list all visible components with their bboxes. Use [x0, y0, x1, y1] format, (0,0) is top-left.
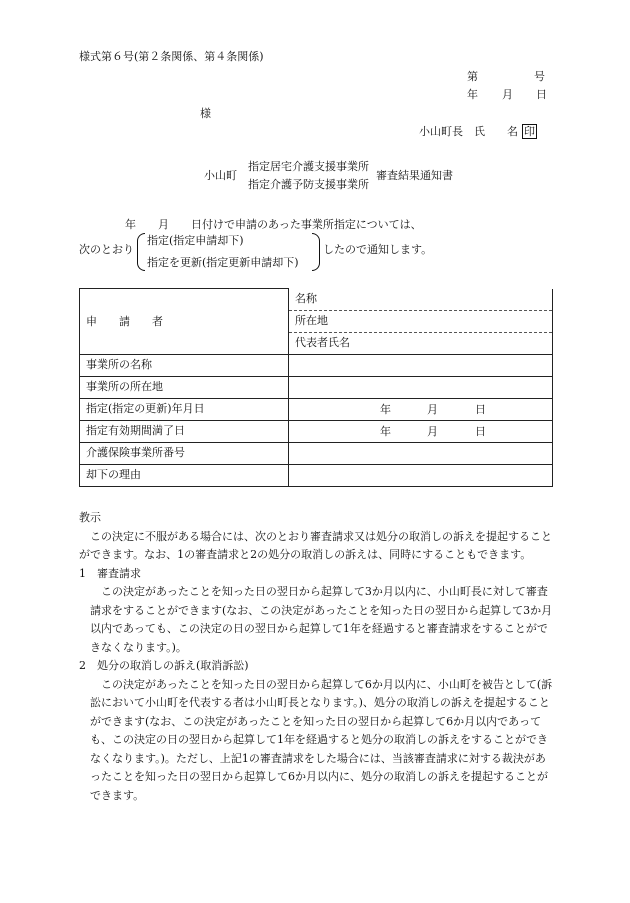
date-day: 日: [475, 402, 486, 416]
intro-suffix: したので通知します。: [323, 243, 433, 256]
row-label-rejection-reason: 却下の理由: [80, 464, 289, 486]
left-brace: [137, 233, 145, 271]
notice-intro: この決定に不服がある場合には、次のとおり審査請求又は処分の取消しの訴えを提起することができます。なお、1の審査請求と2の処分の取消しの訴えは、同時にすることもできます。: [79, 529, 552, 561]
date-month-label: 月: [502, 88, 513, 101]
notice-heading: 教示: [79, 511, 101, 524]
row-value-expiry-date: [289, 420, 553, 442]
date-day: 日: [475, 424, 486, 438]
row-value-designation-date: [289, 398, 553, 420]
number-label: 第: [467, 70, 478, 83]
title-suffix: 審査結果通知書: [376, 169, 453, 182]
seal-mark: 印: [524, 125, 535, 138]
notice-section2-body: この決定があったことを知った日の翌日から起算して6か月以内に、小山町を被告として(訴訟において小山町を代表する者は小山町長となります。)、処分の取消しの訴えを提起することができます(なお、この決定があったことを知った日の翌日から起算して6か月以内であっても、この決定の日の翌日から起算して1年を経過すると処分の取消しの訴えをすることができなくなります。)。ただし、上記1の審査請求をした場合には、当該審査請求に対する裁決があったことを知った日の翌日から起算して6か月以内に、処分の取消しの訴えを提起することができます。: [90, 677, 553, 802]
applicant-label: 申 請 者: [80, 289, 289, 355]
table-row: [80, 420, 553, 442]
applicant-row-name: [80, 289, 553, 311]
application-table: [79, 288, 553, 487]
date-month: 月: [427, 402, 438, 416]
date-month: 月: [427, 424, 438, 438]
row-value-office-address: [289, 376, 553, 398]
title-line2: 指定介護予防支援事業所: [248, 178, 369, 191]
notice-section2-title: 2 処分の取消しの訴え(取消訴訟): [79, 659, 249, 672]
row-value-provider-number: [289, 442, 553, 464]
table-row: [80, 376, 553, 398]
title-town: 小山町: [204, 169, 237, 182]
addressee-suffix: 様: [200, 107, 211, 120]
table-row: [80, 442, 553, 464]
row-value-rejection-reason: [289, 464, 553, 486]
applicant-field-representative: 代表者氏名: [289, 332, 553, 354]
row-label-office-address: 事業所の所在地: [80, 376, 289, 398]
row-label-provider-number: 介護保険事業所番号: [80, 442, 289, 464]
notice-section1-title: 1 審査請求: [79, 566, 141, 580]
date-year: 年: [380, 424, 391, 438]
intro-option2: 指定を更新(指定更新申請却下): [147, 256, 299, 269]
date-year: 年: [380, 402, 391, 416]
intro-line1: 年 月 日付けで申請のあった事業所指定については、: [125, 218, 422, 231]
number-suffix: 号: [534, 70, 545, 83]
date-year-label: 年: [467, 88, 478, 101]
notice-section: [79, 509, 553, 805]
title-line1: 指定居宅介護支援事業所: [248, 160, 369, 173]
issuer-name: 小山町長 氏 名: [419, 125, 518, 138]
intro-prefix: 次のとおり: [79, 243, 134, 256]
row-label-office-name: 事業所の名称: [80, 354, 289, 376]
intro-option1: 指定(指定申請却下): [147, 234, 244, 247]
table-row: [80, 398, 553, 420]
right-brace: [312, 233, 320, 271]
row-value-office-name: [289, 354, 553, 376]
table-row: [80, 464, 553, 486]
date-day-label: 日: [536, 88, 547, 101]
row-label-expiry-date: 指定有効期間満了日: [80, 420, 289, 442]
row-label-designation-date: 指定(指定の更新)年月日: [80, 398, 289, 420]
issuer-line: [419, 124, 537, 139]
notice-section1-body: この決定があったことを知った日の翌日から起算して3か月以内に、小山町長に対して審査請求をすることができます(なお、この決定があったことを知った日の翌日から起算して3か月以内であっても、この決定の日の翌日から起算して1年を経過すると審査請求をすることができなくなります。)。: [90, 585, 553, 654]
applicant-field-name: 名称: [289, 289, 553, 311]
applicant-field-address: 所在地: [289, 310, 553, 332]
table-row: [80, 354, 553, 376]
form-number: 様式第６号(第２条関係、第４条関係): [79, 50, 264, 63]
document-title: [204, 160, 484, 196]
